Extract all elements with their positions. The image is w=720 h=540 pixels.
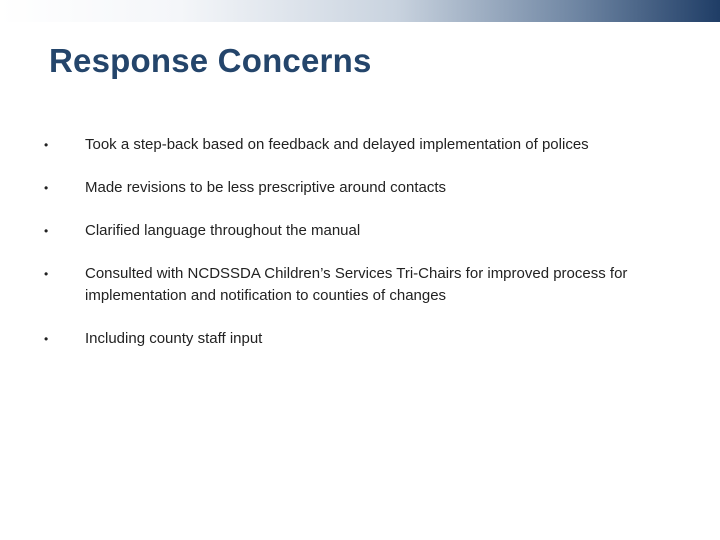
- bullet-text: Consulted with NCDSSDA Children’s Services Tri-Chairs for improved process for implementation and notification to counties of changes: [85, 265, 628, 304]
- bullet-item: [44, 328, 684, 350]
- bullet-marker: •: [44, 332, 49, 346]
- top-gradient-band: [0, 0, 720, 22]
- bullet-marker: •: [44, 224, 49, 238]
- bullet-item: [44, 177, 684, 199]
- bullet-text: Clarified language throughout the manual: [85, 222, 361, 239]
- bullet-item: [44, 134, 684, 156]
- bullet-marker: •: [44, 181, 49, 195]
- bullet-text: Including county staff input: [85, 330, 263, 347]
- slide-title: Response Concerns: [49, 42, 372, 79]
- bullet-item: [44, 263, 684, 307]
- bullet-marker: •: [44, 267, 49, 281]
- bullet-marker: •: [44, 138, 49, 152]
- bullet-text: Made revisions to be less prescriptive around contacts: [85, 179, 447, 196]
- bullet-text: Took a step-back based on feedback and delayed implementation of polices: [85, 136, 589, 153]
- bullet-item: [44, 220, 684, 242]
